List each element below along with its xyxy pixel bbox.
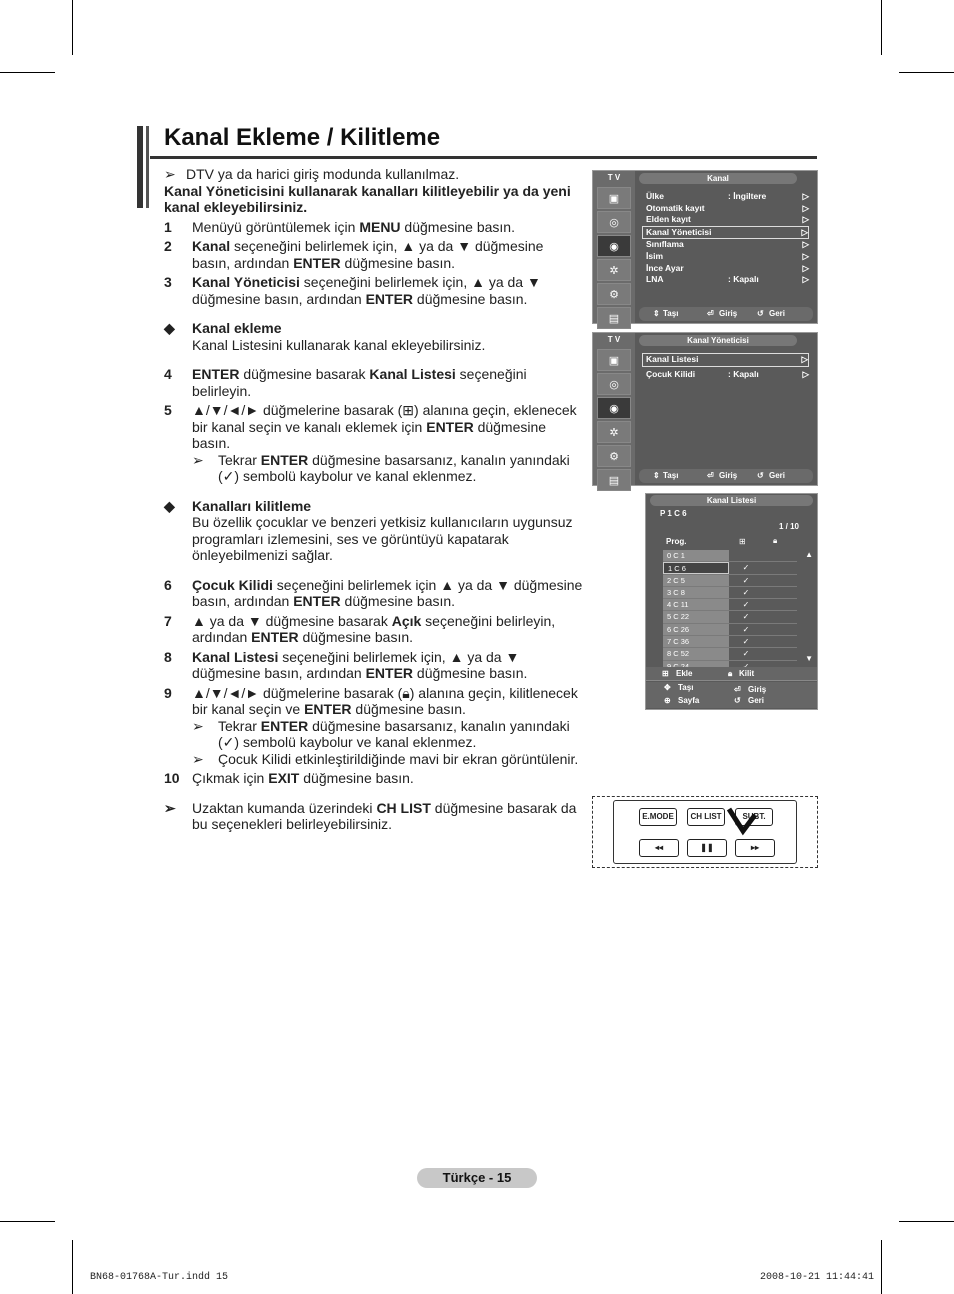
scroll-down-icon[interactable]: ▼	[805, 654, 813, 663]
digital-icon[interactable]: ▤	[597, 307, 631, 329]
t: Kanal Listesi	[369, 366, 456, 382]
step-1	[164, 219, 584, 236]
channel-cell: 7 C 36	[663, 636, 729, 647]
check-icon: ✓	[222, 468, 235, 484]
t: Tekrar	[218, 717, 261, 734]
channel-icon[interactable]: ◉	[597, 235, 631, 257]
channel-list-screen	[645, 493, 818, 710]
title-accent	[137, 126, 143, 208]
step-3	[164, 274, 584, 307]
menu-item[interactable]	[646, 191, 809, 203]
t: Tekrar	[218, 451, 261, 468]
foot-label: Giriş	[748, 685, 767, 694]
t: seçeneğini belirlemek için, ▲ ya da ▼ düğmesine basın, ardından	[192, 648, 520, 681]
t: düğmesine basarsanız, kanalın yanındaki (	[218, 717, 570, 750]
step-6	[164, 577, 584, 610]
step-num: 5	[164, 402, 172, 418]
t: seçeneğini belirlemek için ▲ ya da ▼ düğmesine basın, ardından	[192, 576, 583, 609]
foot-label: Giriş	[719, 471, 738, 480]
t: seçeneğini belirlemek için, ▲ ya da ▼ düğmesine basın, ardından	[192, 238, 544, 271]
sound-icon[interactable]: ◎	[597, 373, 631, 395]
table-row[interactable]	[663, 562, 797, 574]
move-icon: ⇕	[653, 309, 660, 318]
step-4	[164, 366, 584, 399]
note-arrow-icon: ➢	[164, 166, 176, 182]
crop-mark	[899, 72, 954, 73]
menu-item-label: Sınıflama	[646, 239, 684, 250]
channel-grid	[663, 550, 797, 673]
menu-footer	[639, 307, 813, 321]
title-rule	[150, 156, 817, 159]
t: düğmesine basın.	[340, 254, 456, 271]
diamond-icon: ◆	[164, 497, 175, 514]
step-num: 3	[164, 274, 172, 290]
note-arrow-icon: ➢	[192, 750, 204, 767]
osd-menu-channel-manager	[592, 332, 818, 486]
current-channel: P 1 C 6	[660, 509, 687, 518]
table-row[interactable]	[663, 550, 797, 562]
step-num: 10	[164, 770, 180, 786]
channel-icon[interactable]: ◉	[597, 397, 631, 419]
t: ) alanına geçin, kilitlenecek bir kanal seçin ve	[192, 684, 578, 717]
intro-bold	[164, 183, 584, 216]
step-text	[192, 770, 584, 787]
lock-cell	[763, 587, 797, 598]
arrow-right-icon: ▷	[802, 368, 809, 379]
crop-mark	[0, 72, 55, 73]
section-add	[164, 320, 584, 353]
step-5-note	[164, 452, 584, 485]
t: düğmesine basın.	[299, 770, 414, 786]
t: düğmesine basın.	[192, 418, 547, 451]
t: Çıkmak için	[192, 770, 269, 786]
rewind-icon[interactable]: ◂◂	[639, 839, 679, 857]
scroll-up-icon[interactable]: ▲	[805, 550, 813, 559]
table-row[interactable]	[663, 636, 797, 648]
menu-item-label: Ülke	[646, 191, 664, 201]
t: ENTER	[192, 366, 240, 382]
section-text	[192, 320, 584, 353]
step-2	[164, 238, 584, 271]
menu-sidebar	[593, 333, 635, 485]
step-text	[192, 238, 584, 271]
picture-icon[interactable]: ▣	[597, 349, 631, 371]
t: seçeneğini belirlemek için, ▲ ya da ▼ düğmesine basın, ardından	[192, 274, 541, 307]
section-text	[192, 498, 584, 564]
move-icon: ✥	[664, 683, 671, 692]
arrow-right-icon: ▷	[802, 274, 809, 285]
t: ▲/▼/◄/► düğmelerine basarak (	[192, 402, 403, 418]
t: ) alanına geçin, eklenecek bir kanal seçin ve kanalı eklemek için	[192, 402, 577, 435]
pause-icon[interactable]: ❚❚	[687, 839, 727, 857]
lock-cell	[763, 636, 797, 647]
t: Kanal Listesini kullanarak kanal ekleyebilirsiniz.	[192, 336, 486, 353]
check-icon: ✓	[742, 600, 750, 610]
foot-label: Taşı	[663, 309, 679, 318]
note-arrow-icon: ➢	[192, 451, 204, 468]
menu-item[interactable]	[646, 214, 809, 226]
remote-illustration	[592, 796, 818, 868]
page-title: Kanal Ekleme / Kilitleme	[164, 124, 441, 151]
step-text	[192, 402, 584, 452]
t: ENTER	[293, 254, 341, 271]
prog-header: Prog.	[666, 537, 687, 546]
menu-item[interactable]	[642, 226, 809, 240]
lock-cell	[763, 599, 797, 610]
final-note	[164, 800, 584, 833]
menu-item[interactable]	[642, 353, 809, 367]
t: düğmesine basarsanız, kanalın yanındaki (	[218, 451, 570, 484]
step-num: 6	[164, 576, 172, 593]
check-icon: ✓	[742, 649, 750, 659]
table-row[interactable]	[663, 648, 797, 660]
enter-icon: ⏎	[734, 685, 741, 694]
arrow-right-icon: ▷	[802, 262, 809, 273]
foot-label: Sayfa	[678, 696, 700, 705]
add-grid-icon: ⊞	[402, 402, 415, 418]
instructions	[164, 166, 584, 836]
menu-items	[646, 191, 809, 286]
t: düğmesine basın.	[340, 593, 456, 609]
back-icon: ↺	[757, 309, 764, 318]
arrow-right-icon: ▷	[802, 191, 809, 201]
check-icon: ✓	[742, 563, 750, 573]
channel-cell: 1 C 6	[663, 562, 729, 573]
channel-cell: 4 C 11	[663, 599, 729, 610]
t: EXIT	[268, 770, 300, 786]
lock-cell	[763, 575, 797, 586]
t: Çocuk Kilidi	[192, 576, 273, 593]
lock-cell	[763, 611, 797, 622]
arrow-right-icon: ▷	[802, 250, 809, 261]
menu-item-label: Kanal Listesi	[646, 354, 699, 364]
list-footer-nav	[646, 682, 817, 708]
input-icon[interactable]: ⚙	[597, 445, 631, 467]
step-num: 7	[164, 612, 172, 629]
t: düğmesine basın.	[351, 701, 466, 717]
arrow-right-icon: ▷	[802, 214, 809, 225]
page-indicator: 1 / 10	[778, 522, 799, 531]
t: Açık	[391, 612, 422, 629]
setup-icon[interactable]: ✲	[597, 421, 631, 443]
lock-cell	[763, 550, 797, 561]
menu-item[interactable]	[646, 203, 809, 215]
menu-item-label: İnce Ayar	[646, 262, 684, 273]
check-icon: ✓	[222, 734, 235, 750]
t: ENTER	[426, 418, 474, 435]
section-heading: Kanal ekleme	[192, 320, 282, 336]
t: Kanal Listesi	[192, 648, 279, 665]
menu-item-value: : Kapalı	[728, 368, 759, 379]
menu-item-label: İsim	[646, 250, 664, 261]
t: düğmesine basın.	[413, 290, 528, 307]
empty-cell	[729, 550, 763, 561]
arrow-right-icon: ▷	[802, 202, 809, 213]
sound-icon[interactable]: ◎	[597, 211, 631, 233]
lock-icon: 🔒︎	[773, 536, 778, 545]
menu-sidebar	[593, 171, 635, 323]
tv-label: T V	[607, 335, 621, 344]
step-text	[192, 219, 584, 236]
fast-forward-icon[interactable]: ▸▸	[735, 839, 775, 857]
check-icon: ✓	[742, 575, 750, 585]
menu-item-label: Elden kayıt	[646, 214, 691, 225]
step-num: 9	[164, 684, 172, 701]
step-num: 8	[164, 648, 172, 665]
intro-note: DTV ya da harici giriş modunda kullanılmaz.	[186, 166, 460, 182]
t: ENTER	[365, 290, 414, 307]
menu-header: Kanal	[639, 173, 797, 184]
t: Kanal Yöneticisi	[192, 274, 300, 290]
t: düğmesine basarak	[239, 366, 370, 382]
t: düğmesine basın.	[298, 629, 414, 645]
t: düğmesine basın.	[400, 218, 515, 235]
list-footer-actions	[646, 667, 817, 681]
step-9-note-1	[164, 718, 584, 751]
section-heading: Kanalları kilitleme	[192, 497, 312, 514]
osd-menu-channel	[592, 170, 818, 324]
lock-icon: 🔒︎	[402, 684, 410, 701]
add-grid-icon: ⊞	[739, 537, 746, 546]
table-row[interactable]	[663, 624, 797, 636]
channel-cell: 2 C 5	[663, 575, 729, 586]
channel-cell: 5 C 22	[663, 611, 729, 622]
arrow-right-icon: ▷	[802, 239, 809, 250]
intro-bold-text: Kanal Yöneticisini kullanarak kanalları kilitleyebilir ya da yeni kanal ekleyebilirsiniz.	[164, 182, 571, 215]
lock-cell	[763, 624, 797, 635]
back-icon: ↺	[757, 471, 764, 480]
menu-item[interactable]	[646, 239, 809, 251]
menu-item[interactable]	[646, 251, 809, 263]
note-text: Çocuk Kilidi etkinleştirildiğinde mavi bir ekran görüntülenir.	[218, 750, 579, 767]
step-9	[164, 685, 584, 718]
t: seçeneğini belirleyin.	[192, 366, 527, 399]
step-text	[192, 613, 584, 646]
setup-icon[interactable]: ✲	[597, 259, 631, 281]
pointer-arrow-icon	[721, 805, 761, 841]
print-footer-left: BN68-01768A-Tur.indd 15	[90, 1272, 229, 1283]
crop-mark	[881, 0, 882, 55]
crop-mark	[0, 1221, 55, 1222]
t: CH LIST	[376, 799, 431, 816]
t: Uzaktan kumanda üzerindeki	[192, 799, 377, 816]
t: Bu özellik çocuklar ve benzeri yetkisiz kullanıcıların uygunsuz programları izlemesini, ses ve görüntüyü kapatarak önleyebilmenizi sağlar.	[192, 514, 573, 563]
channel-cell: 8 C 52	[663, 648, 729, 659]
t: ENTER	[260, 717, 309, 734]
crop-mark	[72, 1240, 73, 1294]
check-icon: ✓	[742, 612, 750, 622]
enter-icon: ⏎	[707, 471, 714, 480]
menu-footer	[639, 469, 813, 483]
check-icon: ✓	[742, 624, 750, 634]
emode-button[interactable]: E.MODE	[639, 808, 677, 826]
foot-label: Taşı	[663, 471, 679, 480]
t: MENU	[359, 218, 401, 235]
step-num: 2	[164, 238, 172, 254]
channel-cell: 0 C 1	[663, 550, 729, 561]
table-row[interactable]	[663, 587, 797, 599]
note-text	[192, 800, 584, 833]
t: düğmesine basarak da bu seçenekleri belirleyebilirsiniz.	[192, 799, 577, 832]
foot-label: Geri	[769, 471, 786, 480]
subt-button[interactable]: SUBT.	[735, 808, 773, 826]
note-text	[218, 718, 584, 751]
t: Kanal	[192, 238, 231, 254]
lock-cell	[763, 648, 797, 659]
note-arrow-icon: ➢	[164, 799, 176, 816]
t: ENTER	[251, 629, 299, 645]
step-text	[192, 685, 584, 718]
step-5	[164, 402, 584, 452]
menu-item-label: LNA	[646, 274, 664, 285]
step-text	[192, 274, 584, 307]
foot-label: Taşı	[678, 683, 694, 692]
menu-item[interactable]	[646, 263, 809, 275]
input-icon[interactable]: ⚙	[597, 283, 631, 305]
move-icon: ⇕	[653, 471, 660, 480]
t: düğmesine basın.	[413, 665, 528, 681]
t: ) sembolü kaybolur ve kanal eklenmez.	[234, 468, 477, 484]
crop-mark	[72, 0, 73, 55]
foot-label: Geri	[769, 309, 786, 318]
arrow-right-icon: ▷	[801, 354, 808, 364]
check-icon: ✓	[742, 637, 750, 647]
lock-icon: 🔒︎	[728, 669, 733, 678]
print-footer-right: 2008-10-21 11:44:41	[760, 1272, 875, 1283]
menu-item[interactable]	[646, 274, 809, 286]
menu-item-value: : Kapalı	[728, 274, 759, 285]
step-text	[192, 577, 584, 610]
lock-cell	[763, 562, 797, 573]
step-text	[192, 649, 584, 682]
check-icon: ✓	[742, 587, 750, 597]
channel-cell: 6 C 26	[663, 624, 729, 635]
crop-mark	[881, 1240, 882, 1294]
step-8	[164, 649, 584, 682]
arrow-right-icon: ▷	[801, 226, 808, 237]
t: ) sembolü kaybolur ve kanal eklenmez.	[234, 734, 477, 750]
t: ENTER	[293, 593, 341, 609]
title-accent	[146, 126, 149, 208]
t: ▲/▼/◄/► düğmelerine basarak (	[192, 684, 403, 701]
page-number: Türkçe - 15	[417, 1168, 537, 1188]
foot-label: Giriş	[719, 309, 738, 318]
note-arrow-icon: ➢	[192, 717, 204, 734]
note-text	[218, 452, 584, 485]
channel-cell: 3 C 8	[663, 587, 729, 598]
table-row[interactable]	[663, 575, 797, 587]
picture-icon[interactable]: ▣	[597, 187, 631, 209]
foot-label: Ekle	[676, 669, 693, 678]
step-7	[164, 613, 584, 646]
menu-item[interactable]	[646, 369, 809, 381]
section-lock	[164, 498, 584, 564]
step-num: 4	[164, 366, 172, 382]
table-row[interactable]	[663, 599, 797, 611]
enter-icon: ⏎	[707, 309, 714, 318]
digital-icon[interactable]: ▤	[597, 469, 631, 491]
step-10	[164, 770, 584, 787]
diamond-icon: ◆	[164, 320, 175, 336]
table-row[interactable]	[663, 611, 797, 623]
add-grid-icon: ⊞	[662, 669, 669, 678]
t: ENTER	[260, 451, 309, 468]
list-header: Kanal Listesi	[650, 495, 813, 506]
menu-header: Kanal Yöneticisi	[639, 335, 797, 346]
menu-item-label: Otomatik kayıt	[646, 202, 705, 213]
step-num: 1	[164, 218, 172, 235]
menu-item-label: Kanal Yöneticisi	[646, 226, 712, 237]
t: Menüyü görüntülemek için	[192, 218, 360, 235]
menu-item-label: Çocuk Kilidi	[646, 368, 696, 379]
foot-label: Geri	[748, 696, 765, 705]
tv-label: T V	[607, 173, 621, 182]
back-icon: ↺	[734, 696, 741, 705]
step-9-note-2	[164, 751, 584, 768]
menu-items	[646, 353, 809, 380]
t: ENTER	[365, 665, 414, 681]
page-icon: ⊕	[664, 696, 671, 705]
crop-mark	[899, 1221, 954, 1222]
ch-list-button[interactable]: CH LIST	[687, 808, 725, 826]
foot-label: Kilit	[739, 669, 755, 678]
menu-item-value: : İngiltere	[728, 191, 767, 201]
t: seçeneğini belirleyin, ardından	[192, 612, 556, 645]
t: ▲ ya da ▼ düğmesine basarak	[192, 612, 392, 629]
step-text	[192, 366, 584, 399]
t: ENTER	[304, 701, 352, 717]
